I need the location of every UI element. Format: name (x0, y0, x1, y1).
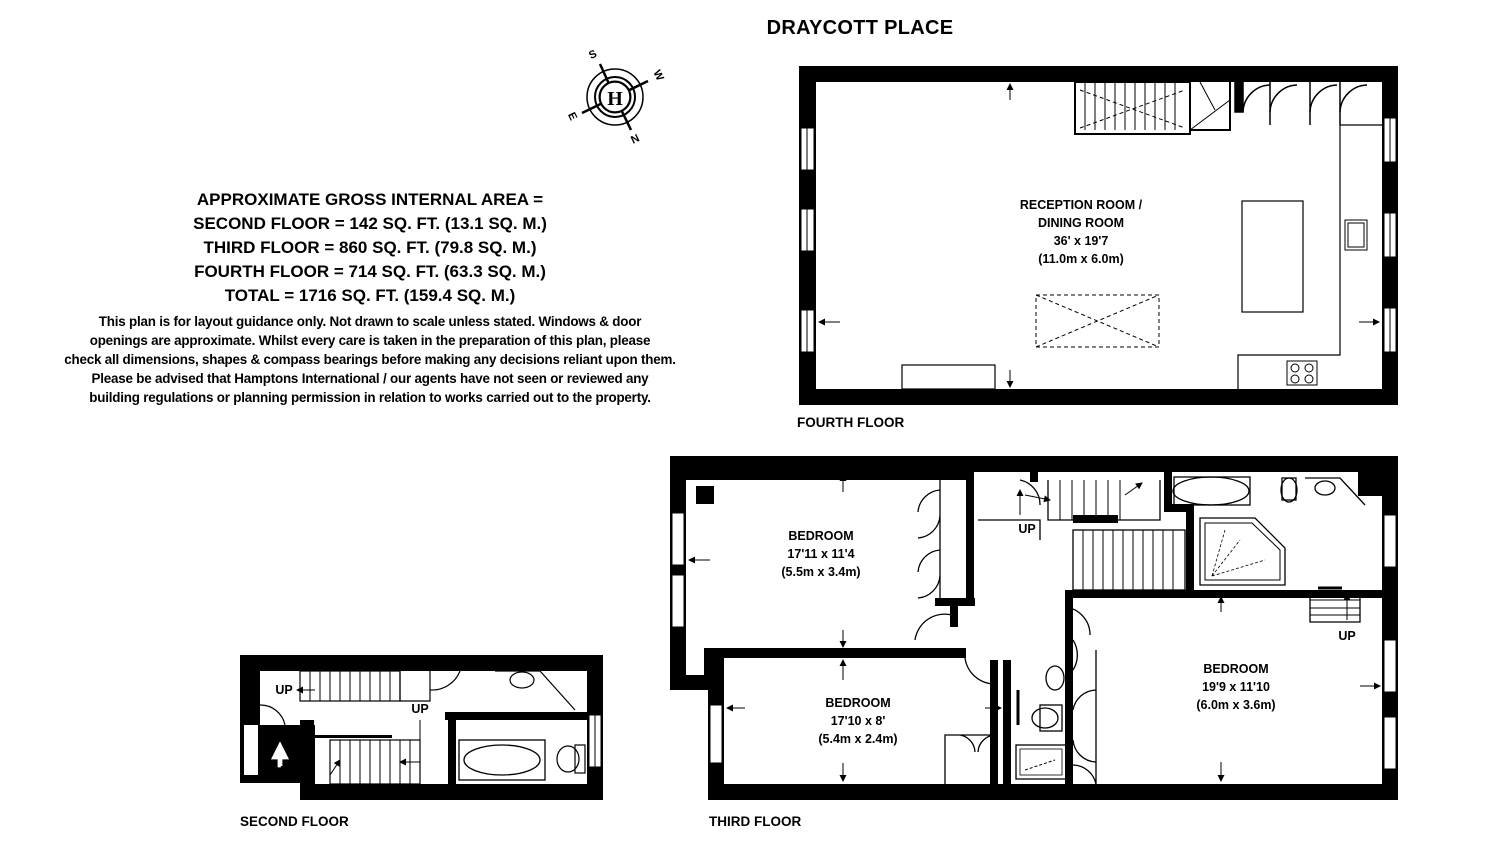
room-name: BEDROOM (1203, 662, 1269, 676)
area-fourth-floor: FOURTH FLOOR = 714 SQ. FT. (63.3 SQ. M.) (194, 262, 546, 281)
plan-title: DRAYCOTT PLACE (766, 17, 954, 39)
room-label-reception (981, 196, 1181, 268)
area-total: TOTAL = 1716 SQ. FT. (159.4 SQ. M.) (224, 286, 516, 305)
disclaimer-line: Please be advised that Hamptons International / our agents have not seen or reviewed any (91, 371, 649, 386)
area-third-floor: THIRD FLOOR = 860 SQ. FT. (79.8 SQ. M.) (203, 238, 537, 257)
disclaimer-line: openings are approximate. Whilst every care is taken in the preparation of this plan, please (89, 333, 651, 348)
room-name-line-2: DINING ROOM (1037, 216, 1125, 230)
room-name: BEDROOM (825, 696, 891, 710)
disclaimer-line: building regulations or planning permission in relation to works carried out to the property. (89, 390, 651, 405)
disclaimer-line: This plan is for layout guidance only. Not drawn to scale unless stated. Windows & door (98, 314, 642, 329)
stair-up-label: UP (1018, 522, 1036, 536)
room-dimensions-imperial: 19'9 x 11'10 (1202, 680, 1270, 694)
compass-west-label: W (650, 68, 666, 83)
floor-label-second: SECOND FLOOR (240, 814, 349, 829)
third-floor-plan (670, 456, 1398, 800)
room-label-bedroom-2 (758, 694, 958, 748)
stair-up-label: UP (411, 702, 429, 716)
room-label-bedroom-1 (721, 527, 921, 581)
compass-rose-icon (565, 48, 666, 145)
room-dimensions-metric: (11.0m x 6.0m) (1038, 252, 1124, 266)
room-dimensions-imperial: 17'10 x 8' (830, 714, 886, 728)
compass-logo-letter: H (607, 88, 623, 110)
room-dimensions-imperial: 36' x 19'7 (1053, 234, 1109, 248)
compass-north-label: N (628, 130, 641, 146)
second-floor-plan (238, 655, 603, 800)
room-dimensions-metric: (5.4m x 2.4m) (818, 732, 898, 746)
stair-up-label: UP (1338, 629, 1356, 643)
floor-label-fourth: FOURTH FLOOR (797, 415, 905, 430)
compass-south-label: S (587, 47, 599, 63)
disclaimer-line: check all dimensions, shapes & compass bearings before making any decisions reliant upon them. (64, 352, 676, 367)
floor-label-third: THIRD FLOOR (709, 814, 802, 829)
stair-up-label: UP (275, 683, 293, 697)
room-label-bedroom-3 (1136, 660, 1336, 714)
area-second-floor: SECOND FLOOR = 142 SQ. FT. (13.1 SQ. M.) (193, 214, 547, 233)
room-dimensions-imperial: 17'11 x 11'4 (787, 547, 855, 561)
room-dimensions-metric: (5.5m x 3.4m) (781, 565, 861, 579)
entrance-label: IN (270, 764, 284, 778)
room-name: RECEPTION ROOM / (1019, 198, 1143, 212)
compass-east-label: E (565, 110, 580, 123)
room-name: BEDROOM (788, 529, 854, 543)
area-heading: APPROXIMATE GROSS INTERNAL AREA = (196, 190, 544, 209)
room-dimensions-metric: (6.0m x 3.6m) (1196, 698, 1276, 712)
